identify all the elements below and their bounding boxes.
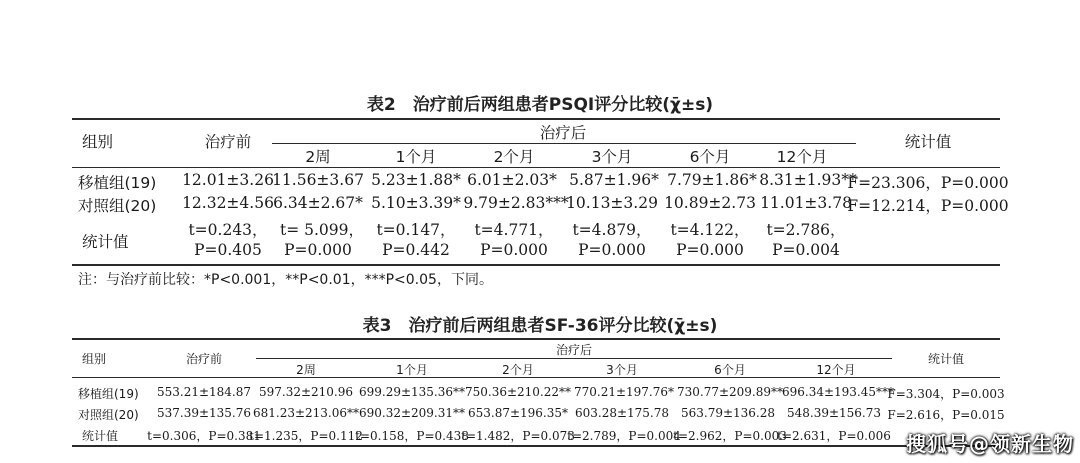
table3-row2-p0: 681.23±213.06** (252, 406, 360, 420)
table2-row2-p1: 5.10±3.39* (371, 194, 461, 212)
table2-row1-group: 移植组(19) (78, 174, 157, 192)
table3-row2-before: 537.39±135.76 (156, 406, 252, 420)
table2-footnote: 注：与治疗前比较：*P<0.001，**P<0.01，***P<0.05，下同。 (78, 272, 493, 288)
table3-stat-1: t=1.235，P=0.112 (249, 429, 363, 443)
table3-row1-group: 移植组(19) (78, 387, 139, 401)
table2-period-4: 6个月 (689, 148, 731, 166)
table3-period-0: 2周 (296, 363, 316, 377)
table3-row1-p4: 730.77±209.89** (676, 385, 784, 399)
table2-period-0: 2周 (305, 148, 331, 166)
table2-period-3: 3个月 (591, 148, 633, 166)
table3-row2-p1: 690.32±209.31** (358, 406, 466, 420)
table2-period-5: 12个月 (776, 148, 828, 166)
table2-row2-p3: 10.13±3.29 (566, 194, 658, 212)
table2-row1-p1: 5.23±1.88* (371, 171, 461, 189)
table2-row1-before: 12.01±3.26 (182, 171, 274, 189)
table2-stat-p3: P=0.000 (480, 241, 548, 259)
table2-stat-t5: t=4.122， (670, 221, 750, 239)
table2-row1-p5: 8.31±1.93** (759, 171, 857, 189)
table2-header-after: 治疗后 (539, 124, 587, 142)
table2-top-rule (72, 118, 1000, 120)
table3-row1-p1: 699.29±135.36** (358, 385, 466, 399)
table3-row1-p2: 750.36±210.22** (464, 385, 572, 399)
table2-row1-p4: 7.79±1.86* (667, 171, 757, 189)
table3-stat-label: 统计值 (82, 429, 119, 443)
table3-period-1: 1个月 (396, 363, 428, 377)
table2-period-2: 2个月 (493, 148, 535, 166)
table3-row2-p4: 563.79±136.28 (680, 406, 776, 420)
table2-header-rule (72, 167, 1000, 168)
table3-header-before: 治疗前 (185, 352, 223, 366)
table3-title: 表3 治疗前后两组患者SF-36评分比较(χ̄±s) (362, 316, 718, 336)
table3-row1-stat: F=3.304，P=0.003 (887, 387, 1005, 401)
table2-row2-p5: 11.01±3.78 (760, 194, 852, 212)
table3-after-rule (256, 358, 892, 359)
table3-stat-4: t=2.789，P=0.004 (567, 429, 681, 443)
table2-stat-t6: t=2.786， (766, 221, 846, 239)
table3-row1-before: 553.21±184.87 (156, 385, 252, 399)
table3-top-rule (72, 338, 1000, 340)
table3-header-rule (72, 377, 1000, 378)
table2-stat-p1: P=0.000 (284, 241, 352, 259)
table2-stat-p6: P=0.004 (772, 241, 840, 259)
table3-period-4: 6个月 (714, 363, 746, 377)
table2-header-group: 组别 (82, 133, 114, 151)
table3-bottom-rule (72, 445, 1000, 447)
table2-stat-t3: t=4.771， (474, 221, 554, 239)
table2-row2-p2: 9.79±2.83*** (463, 194, 569, 212)
table2-row2-group: 对照组(20) (78, 197, 157, 215)
table3-row1-p3: 770.21±197.76* (573, 385, 675, 399)
table2-row2-stat: F=12.214，P=0.000 (847, 197, 1009, 215)
table3-row1-p0: 597.32±210.96 (258, 385, 354, 399)
table2-stat-t2: t=0.147， (376, 221, 456, 239)
table2-period-1: 1个月 (395, 148, 437, 166)
table2-stat-p4: P=0.000 (578, 241, 646, 259)
table3-period-2: 2个月 (502, 363, 534, 377)
table3-row2-p3: 603.28±175.78 (574, 406, 670, 420)
table2-row2-p0: 6.34±2.67* (273, 194, 363, 212)
table2-row2-before: 12.32±4.56 (182, 194, 274, 212)
table3-row1-p5: 696.34±193.45*** (781, 385, 895, 399)
table3-row2-p2: 653.87±196.35* (467, 406, 569, 420)
table2-bottom-rule (72, 264, 1000, 266)
table2-stat-p5: P=0.000 (676, 241, 744, 259)
table3-stat-5: t=2.962，P=0.003 (673, 429, 787, 443)
table2-stat-p0: P=0.405 (194, 241, 262, 259)
table2-row1-p0: 11.56±3.67 (272, 171, 364, 189)
table2-stat-p2: P=0.442 (382, 241, 450, 259)
table3-row2-stat: F=2.616，P=0.015 (887, 408, 1005, 422)
table3-period-5: 12个月 (816, 363, 856, 377)
table2-row2-p4: 10.89±2.73 (664, 194, 756, 212)
table3-header-group: 组别 (82, 352, 107, 366)
table3-period-3: 3个月 (606, 363, 638, 377)
table2-stat-t1: t= 5.099， (279, 221, 365, 239)
table2-title: 表2 治疗前后两组患者PSQI评分比较(χ̄±s) (366, 95, 714, 115)
table2-row1-p2: 6.01±2.03* (467, 171, 557, 189)
table3-row2-group: 对照组(20) (78, 408, 139, 422)
table2-header-stat: 统计值 (904, 133, 952, 151)
watermark-text: 搜狐号@领新生物 (906, 432, 1074, 456)
table2-stat-t0: t=0.243， (188, 221, 268, 239)
table2-stat-t4: t=4.879， (572, 221, 652, 239)
table2-stat-label: 统计值 (82, 233, 129, 251)
table2-row1-p3: 5.87±1.96* (569, 171, 659, 189)
table2-header-before: 治疗前 (204, 133, 252, 151)
table3-stat-0: t=0.306，P=0.381 (147, 429, 261, 443)
table3-header-after: 治疗后 (555, 343, 593, 357)
table3-stat-6: t=2.631，P=0.006 (777, 429, 891, 443)
table3-stat-3: t=1.482，P=0.073 (461, 429, 575, 443)
table3-header-stat: 统计值 (927, 352, 965, 366)
table3-row2-p5: 548.39±156.73 (786, 406, 882, 420)
table3-stat-2: t=0.158，P=0.438 (355, 429, 469, 443)
table2-row1-stat: F=23.306，P=0.000 (847, 174, 1009, 192)
table2-after-rule (272, 143, 856, 144)
